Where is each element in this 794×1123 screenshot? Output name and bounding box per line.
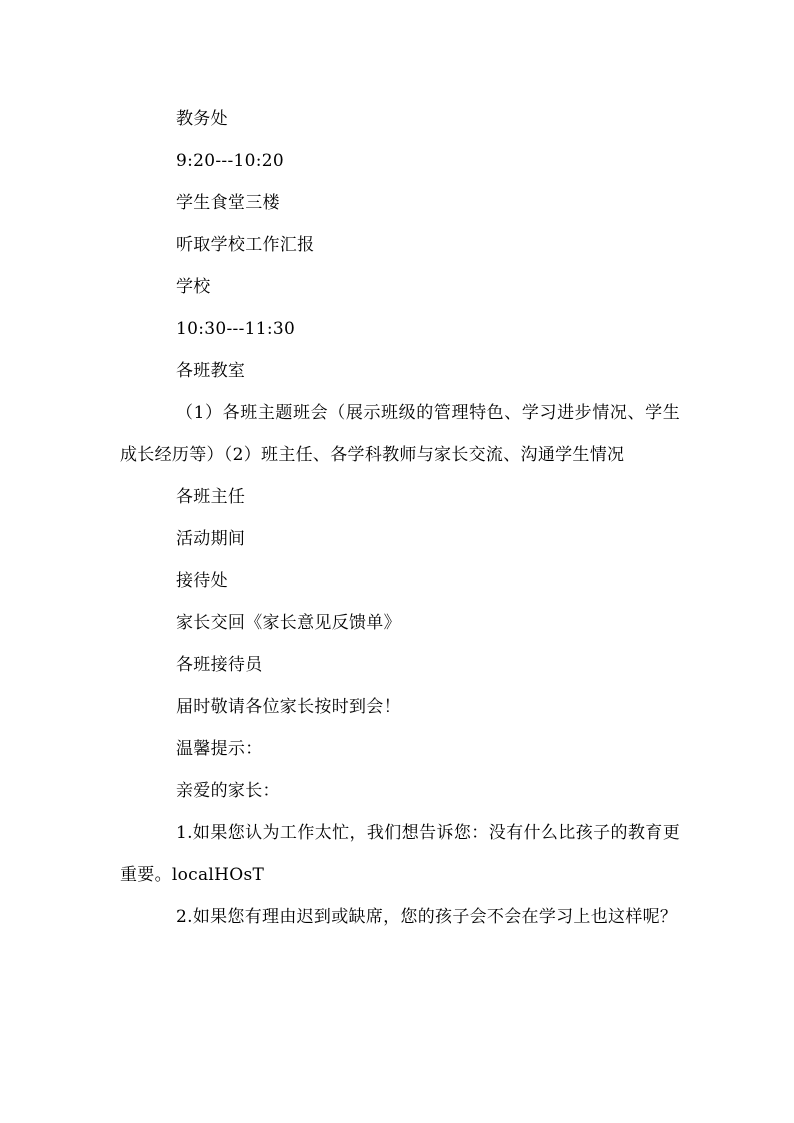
- text-line: 届时敬请各位家长按时到会！: [176, 697, 401, 717]
- paragraph-tip-2: 2.如果您有理由迟到或缺席，您的孩子会不会在学习上也这样呢？: [176, 907, 678, 927]
- text-line: 接待处: [176, 571, 228, 591]
- text-line: 活动期间: [176, 529, 246, 549]
- text-line: 温馨提示：: [176, 739, 263, 759]
- text-line: 教务处: [176, 109, 228, 129]
- text-line: 听取学校工作汇报: [176, 235, 315, 255]
- text-line: 10:30---11:30: [176, 319, 296, 339]
- text-line: 学生食堂三楼: [176, 193, 280, 213]
- text-line: 9:20---10:20: [176, 151, 284, 171]
- paragraph-activities: （1）各班主题班会（展示班级的管理特色、学习进步情况、学生成长经历等）（2）班主任、各学科教师与家长交流、沟通学生情况: [120, 403, 680, 465]
- text-line: 各班主任: [176, 487, 246, 507]
- text-line: 学校: [176, 277, 211, 297]
- text-line: 亲爱的家长：: [176, 781, 280, 801]
- text-line: 家长交回《家长意见反馈单》: [176, 613, 401, 633]
- text-line: 各班接待员: [176, 655, 263, 675]
- text-line: 各班教室: [176, 361, 246, 381]
- document-body: [120, 98, 680, 938]
- paragraph-tip-1: 1.如果您认为工作太忙，我们想告诉您：没有什么比孩子的教育更重要。localHOsT: [120, 823, 680, 885]
